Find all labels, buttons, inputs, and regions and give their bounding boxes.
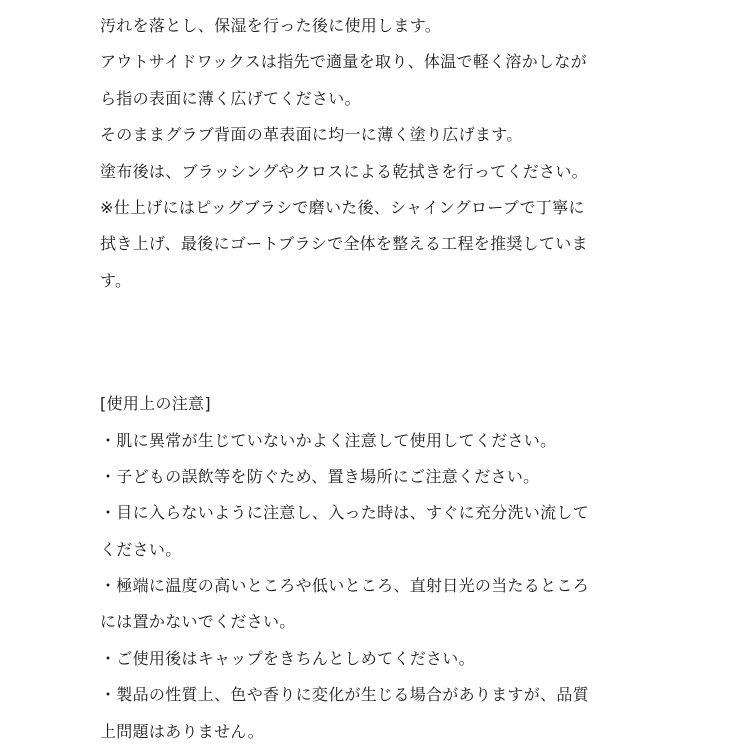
usage-line: そのままグラブ背面の革表面に均一に薄く塗り広げます。 bbox=[100, 125, 523, 145]
document-body bbox=[100, 8, 660, 750]
usage-line: す。 bbox=[100, 270, 132, 290]
cautions-section bbox=[100, 386, 660, 750]
cautions-heading: [使用上の注意] bbox=[100, 394, 211, 414]
usage-line: ※仕上げにはピッグブラシで磨いた後、シャイングローブで丁寧に bbox=[100, 197, 585, 217]
usage-section bbox=[100, 8, 660, 299]
usage-line: ら指の表面に薄く広げてください。 bbox=[100, 88, 361, 108]
caution-line: ・極端に温度の高いところや低いところ、直射日光の当たるところ bbox=[100, 576, 590, 596]
caution-line: ・目に入らないように注意し、入った時は、すぐに充分洗い流して bbox=[100, 503, 590, 523]
usage-line: アウトサイドワックスは指先で適量を取り、体温で軽く溶かしなが bbox=[100, 52, 587, 72]
caution-line: ・子どもの誤飲等を防ぐため、置き場所にご注意ください。 bbox=[100, 466, 540, 486]
caution-line: には置かないでください。 bbox=[100, 612, 296, 632]
usage-line: 塗布後は、ブラッシングやクロスによる乾拭きを行ってください。 bbox=[100, 161, 588, 181]
caution-line: 上問題はありません。 bbox=[100, 721, 264, 741]
caution-line: ・ご使用後はキャップをきちんとしめてください。 bbox=[100, 648, 475, 668]
usage-line: 汚れを落とし、保湿を行った後に使用します。 bbox=[100, 16, 442, 35]
caution-line: ・製品の性質上、色や香りに変化が生じる場合がありますが、品質 bbox=[100, 685, 590, 705]
caution-line: ください。 bbox=[100, 539, 182, 559]
section-gap bbox=[100, 299, 660, 386]
caution-line: ・肌に異常が生じていないかよく注意して使用してください。 bbox=[100, 430, 557, 450]
usage-line: 拭き上げ、最後にゴートブラシで全体を整える工程を推奨していま bbox=[100, 234, 588, 254]
